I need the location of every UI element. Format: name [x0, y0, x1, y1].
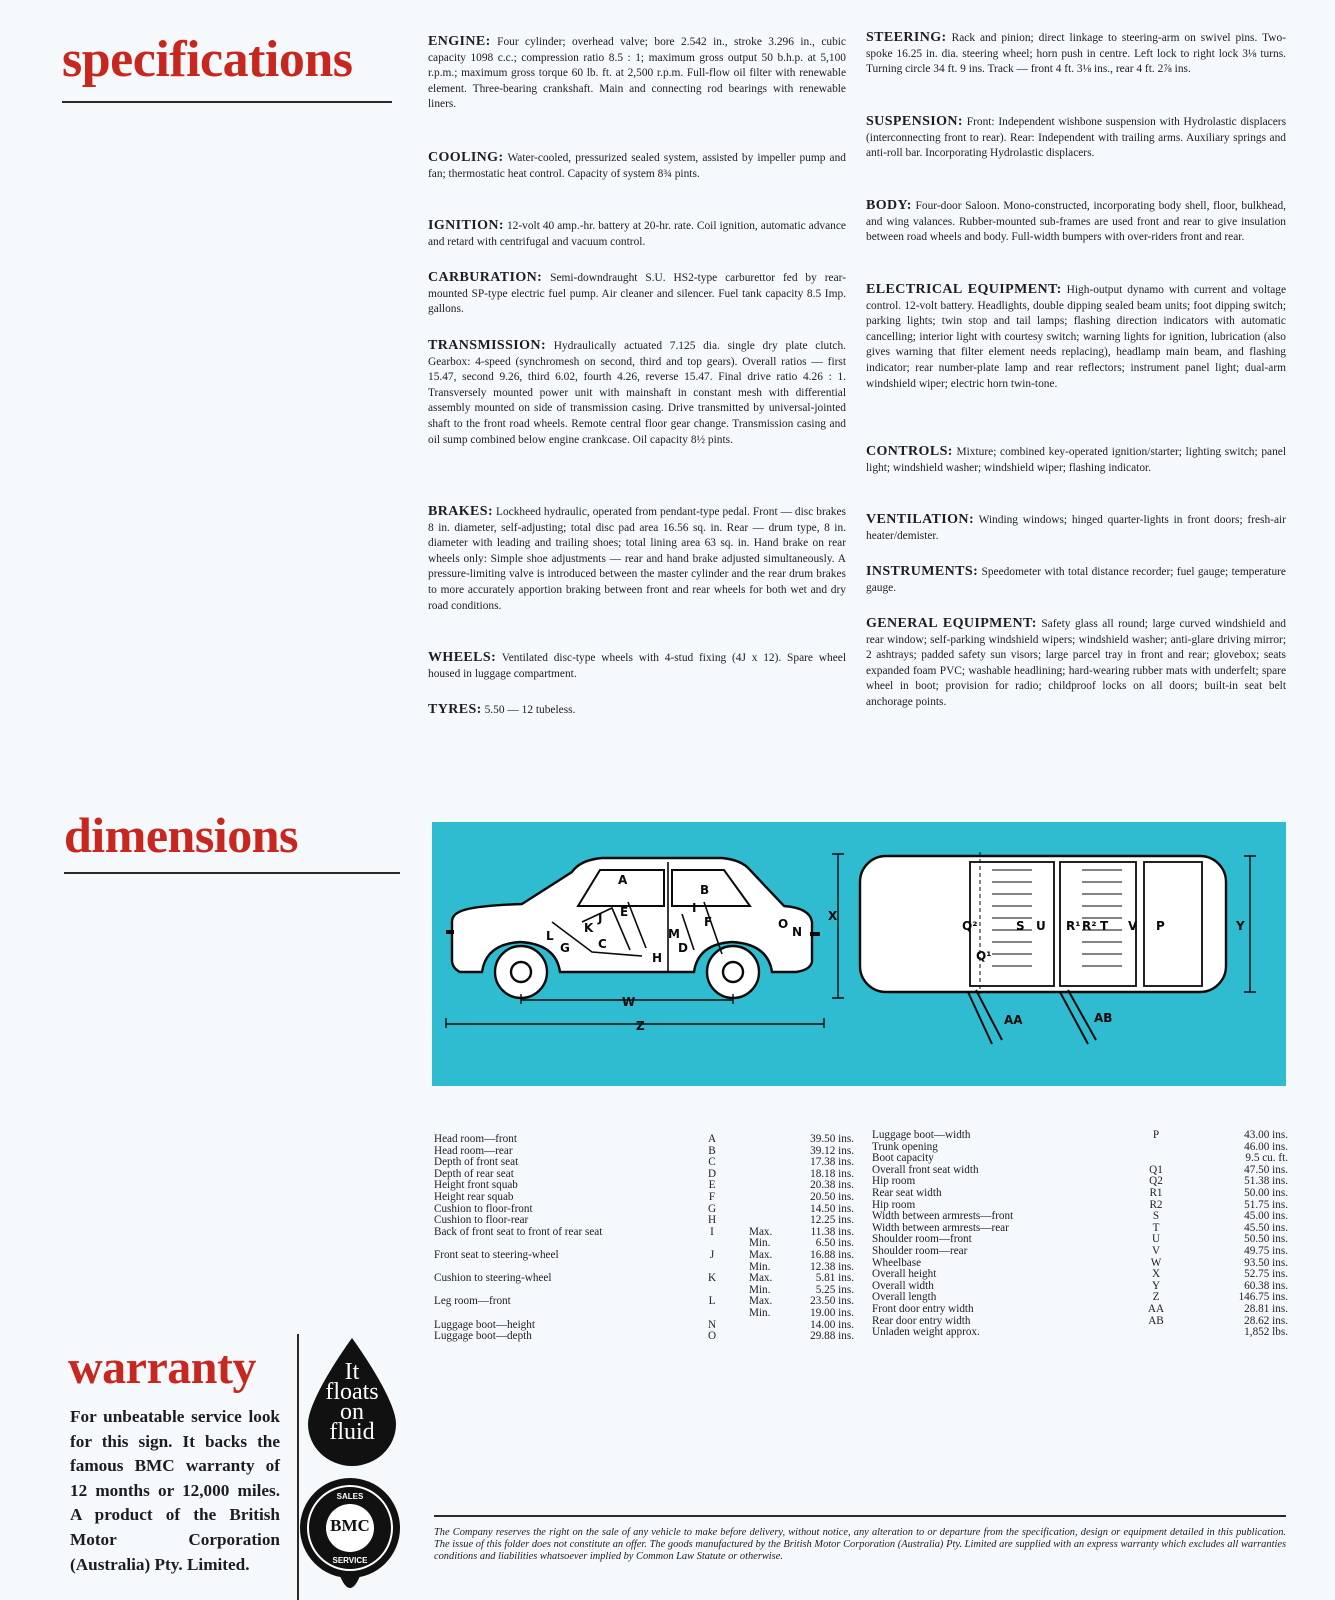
- dimension-name: Depth of rear seat: [434, 1167, 514, 1180]
- spec-text: 5.50 — 12 tubeless.: [484, 704, 576, 716]
- dimension-name: Overall height: [872, 1268, 937, 1281]
- diagram-label-p: P: [1156, 919, 1165, 933]
- diagram-label-w: W: [622, 995, 636, 1009]
- diagram-label-t: T: [1100, 919, 1109, 933]
- specifications-rule: [62, 101, 392, 103]
- spec-tyres: [428, 702, 846, 719]
- dimension-value: 50.00 ins.: [1244, 1187, 1288, 1199]
- dimension-name: Luggage boot—depth: [434, 1330, 532, 1343]
- diagram-label-j: J: [598, 911, 603, 925]
- spec-text: Ventilated disc-type wheels with 4-stud fixing (4J x 12). Spare wheel housed in luggage compartment.: [428, 652, 846, 680]
- spec-text: Mixture; combined key-operated ignition/starter; lighting switch; panel light; windshield washer; windshield wiper; flashing indicator.: [866, 446, 1286, 474]
- dimension-value: 45.50 ins.: [1244, 1221, 1288, 1234]
- dimension-value: 51.38 ins.: [1244, 1175, 1288, 1188]
- spec-label: WHEELS:: [428, 650, 497, 665]
- diagram-label-a: A: [618, 873, 628, 887]
- diagram-label-r1: R¹: [1066, 919, 1081, 933]
- spec-label: ENGINE:: [428, 34, 491, 49]
- dimension-row: [872, 1130, 1290, 1142]
- dimension-name: Cushion to floor-rear: [434, 1214, 529, 1227]
- dimension-code: V: [1151, 1245, 1161, 1257]
- dimension-value: 45.00 ins.: [1244, 1210, 1288, 1223]
- dimension-value: 14.50 ins.: [810, 1202, 854, 1215]
- dimension-code: J: [709, 1249, 715, 1261]
- spec-label: INSTRUMENTS:: [866, 564, 979, 579]
- dimension-name: Shoulder room—rear: [872, 1245, 968, 1257]
- spec-label: IGNITION:: [428, 218, 504, 233]
- dimension-value: 39.12 ins.: [810, 1144, 854, 1157]
- dimension-row: [872, 1304, 1290, 1316]
- dimension-code: L: [708, 1295, 716, 1308]
- dimension-code: U: [1151, 1233, 1161, 1246]
- dimension-code: P: [1152, 1129, 1160, 1141]
- dimension-value: 12.25 ins.: [810, 1214, 854, 1227]
- dimension-qualifier: Max.: [749, 1295, 773, 1308]
- dimension-name: Front door entry width: [872, 1303, 974, 1315]
- diagram-label-ab: AB: [1094, 1011, 1113, 1025]
- dimension-qualifier: Min.: [749, 1260, 771, 1273]
- dimension-value: 29.88 ins.: [810, 1330, 854, 1343]
- spec-carburation: [428, 270, 846, 318]
- dimensions-heading: dimensions: [64, 807, 298, 863]
- spec-label: VENTILATION:: [866, 512, 975, 527]
- dimension-code: S: [1152, 1210, 1160, 1223]
- dimension-name: Boot capacity: [872, 1152, 934, 1165]
- spec-ventilation: [866, 512, 1286, 544]
- diagram-label-q1: Q¹: [976, 949, 992, 963]
- dimension-name: Shoulder room—front: [872, 1233, 972, 1246]
- dimension-code: D: [707, 1167, 717, 1180]
- spec-engine: [428, 34, 846, 113]
- spec-transmission: [428, 338, 846, 448]
- dimension-value: 28.62 ins.: [1244, 1314, 1288, 1327]
- dimension-value: 50.50 ins.: [1244, 1233, 1288, 1246]
- dimension-value: 28.81 ins.: [1244, 1303, 1288, 1315]
- dimension-value: 146.75 ins.: [1238, 1291, 1288, 1304]
- dimension-qualifier: Min.: [749, 1283, 771, 1296]
- diagram-label-u: U: [1036, 919, 1046, 933]
- diagram-label-r2: R²: [1082, 919, 1097, 933]
- diagram-label-n: N: [792, 925, 803, 939]
- dimension-value: 60.38 ins.: [1244, 1279, 1288, 1292]
- spec-brakes: [428, 504, 846, 614]
- dimension-qualifier: Min.: [749, 1237, 771, 1250]
- diagram-label-b: B: [700, 883, 710, 897]
- dimension-name: Width between armrests—rear: [872, 1221, 1009, 1234]
- diagram-label-aa: AA: [1004, 1013, 1023, 1027]
- spec-text: High-output dynamo with current and voltage control. 12-volt battery. Headlights, double dipping sealed beam units; foot dipping switch; parking lights; twin stop and tail lamps; flashing direction indicators with automatic cancelling; interior light with courtesy switch; warning lights for ignition, lubrication (also gives warning that filter element needs replacing), headlamp main beam, and flashing indicator; rear number-plate lamp and rear reflectors; instrument panel light; dual-arm windshield wiper; electric horn twin-tone.: [866, 284, 1286, 390]
- dimension-code: R2: [1149, 1198, 1163, 1211]
- dimension-value: 1,852 lbs.: [1244, 1326, 1288, 1339]
- dimension-row: [434, 1308, 854, 1320]
- dimension-code: K: [707, 1272, 717, 1285]
- dimension-code: Q2: [1149, 1175, 1163, 1188]
- badge-bottom-text: SERVICE: [332, 1556, 368, 1565]
- diagram-label-i: I: [692, 901, 697, 915]
- spec-wheels: [428, 650, 846, 682]
- dimension-name: Cushion to steering-wheel: [434, 1272, 552, 1285]
- dimension-code: E: [708, 1179, 716, 1192]
- diagram-label-o: O: [778, 917, 789, 931]
- spec-cooling: [428, 150, 846, 182]
- dimension-row: [872, 1142, 1290, 1154]
- dimension-value: 17.38 ins.: [810, 1156, 854, 1169]
- diagram-label-q2: Q²: [962, 919, 978, 933]
- dimension-name: Luggage boot—width: [872, 1129, 971, 1141]
- warranty-heading: warranty: [68, 1341, 256, 1394]
- spec-label: ELECTRICAL EQUIPMENT:: [866, 282, 1062, 297]
- dimension-value: 39.50 ins.: [810, 1133, 854, 1145]
- dimension-row: [434, 1250, 854, 1262]
- spec-instruments: [866, 564, 1286, 596]
- diagram-label-f: F: [704, 915, 713, 929]
- dimension-name: Width between armrests—front: [872, 1210, 1014, 1223]
- dimension-name: Hip room: [872, 1198, 916, 1211]
- spec-general-equipment: [866, 616, 1286, 711]
- spec-ignition: [428, 218, 846, 250]
- spec-electrical: [866, 282, 1286, 392]
- dimension-qualifier: Min.: [749, 1307, 771, 1319]
- dimension-name: Head room—front: [434, 1133, 517, 1145]
- dimension-name: Depth of front seat: [434, 1156, 519, 1169]
- dimension-name: Rear seat width: [872, 1187, 942, 1199]
- spec-label: COOLING:: [428, 150, 504, 165]
- spec-text: Front: Independent wishbone suspension with Hydrolastic displacers (interconnecting front to rear). Rear: Independent with trailing arms. Auxiliary springs and anti-roll bar. Incorporating Hydrolastic displacers.: [866, 116, 1287, 160]
- diagram-label-k: K: [584, 921, 594, 935]
- dimension-name: Back of front seat to front of rear seat: [434, 1225, 603, 1238]
- legal-footnote: The Company reserves the right on the sale of any vehicle to make before delivery, without notice, any alteration to or departure from the specification, design or equipment detailed in this publication. The issue of this folder does not constitute an offer. The goods manufactured by the British Motor Corporation (Australia) Pty. Limited are supplied with an express warranty which excludes all warranties conditions and liabilities whatsoever implied by Common Law Statute or otherwise.: [434, 1515, 1286, 1563]
- car-diagram-svg: [432, 822, 1286, 1086]
- spec-label: CARBURATION:: [428, 270, 543, 285]
- dimension-value: 20.50 ins.: [810, 1191, 854, 1203]
- spec-text: Winding windows; hinged quarter-lights in front doors; fresh-air heater/demister.: [866, 514, 1286, 542]
- dimension-qualifier: Max.: [749, 1249, 773, 1261]
- dimension-value: 43.00 ins.: [1244, 1129, 1288, 1141]
- dimension-name: Head room—rear: [434, 1144, 513, 1157]
- diagram-label-e: E: [620, 905, 629, 919]
- dimension-code: AB: [1148, 1314, 1164, 1327]
- dimension-name: Height rear squab: [434, 1191, 514, 1203]
- dimension-diagram: [432, 822, 1286, 1086]
- dimension-row: [434, 1273, 854, 1285]
- dimension-code: X: [1151, 1268, 1161, 1281]
- diagram-label-g: G: [560, 941, 570, 955]
- dimension-code: I: [710, 1225, 714, 1238]
- diagram-label-z: Z: [636, 1019, 645, 1033]
- spec-text: Safety glass all round; large curved windshield and rear window; self-parking windshield wipers; windshield washer; anti-glare driving mirror; 2 ashtrays; padded safety sun visors; large parcel tray in front and rear; glovebox; seats expanded foam PVC; washable headlining; hard-wearing rubber mats with underfelt; spare wheel in boot; provision for radio; childproof locks on all doors; built-in seat belt anchorage points.: [866, 618, 1286, 708]
- diagram-label-y: Y: [1236, 919, 1245, 933]
- spec-text: Water-cooled, pressurized sealed system, assisted by impeller pump and fan; thermostatic heat control. Capacity of system 8¾ pints.: [428, 152, 846, 180]
- spec-text: Four-door Saloon. Mono-constructed, incorporating body shell, floor, bulkhead, and wing valances. Rubber-mounted sub-frames are used front and rear to give insulation between road wheels and body. Full-width bumpers with over-riders front and rear.: [866, 200, 1286, 244]
- dimension-qualifier: Max.: [749, 1272, 773, 1285]
- dimension-name: Luggage boot—height: [434, 1318, 535, 1331]
- diagram-label-c: C: [598, 937, 607, 951]
- specifications-heading: specifications: [62, 31, 353, 88]
- side-view: [446, 854, 844, 1028]
- dimension-code: T: [1152, 1221, 1160, 1234]
- dimension-value: 11.38 ins.: [810, 1225, 854, 1238]
- spec-text: Hydraulically actuated 7.125 dia. single dry plate clutch. Gearbox: 4-speed (synchromesh on second, third and top gears). Overall ratios — first 15.47, second 9.26, third 6.02, fourth 4.26, reverse 15.47. Final drive ratio 4.26 : 1. Transversely mounted power unit with mainshaft in constant mesh with differential assembly mounted on side of transmission casing. Drive transmitted by universal-jointed shaft to the front road wheels. Remote central floor gear change. Transmission casing and oil sump combined below engine crankcase. Oil capacity 8½ pints.: [428, 340, 846, 446]
- dimension-value: 51.75 ins.: [1244, 1198, 1288, 1211]
- diagram-label-x: X: [828, 909, 838, 923]
- dimension-name: Leg room—front: [434, 1295, 511, 1308]
- dimension-code: B: [708, 1144, 716, 1157]
- dimension-value: 16.88 ins.: [810, 1249, 854, 1261]
- spec-label: GENERAL EQUIPMENT:: [866, 616, 1037, 631]
- warranty-text: For unbeatable service look for this sign. It backs the famous BMC warranty of 12 months or 12,000 miles. A product of the British Motor Corporation (Australia) Pty. Limited.: [70, 1407, 280, 1574]
- diagram-label-l: L: [546, 929, 554, 943]
- spec-text: 12-volt 40 amp.-hr. battery at 20-hr. rate. Coil ignition, automatic advance and retard with centrifugal and vacuum control.: [428, 220, 846, 248]
- dimension-name: Overall length: [872, 1291, 937, 1304]
- spec-steering: [866, 30, 1286, 78]
- dimension-row: [434, 1331, 854, 1343]
- dimension-value: 52.75 ins.: [1244, 1268, 1288, 1281]
- spec-label: BRAKES:: [428, 504, 494, 519]
- dimension-code: Y: [1151, 1279, 1161, 1292]
- dimension-code: A: [707, 1133, 717, 1145]
- spec-text: Lockheed hydraulic, operated from pendant-type pedal. Front — disc brakes 8 in. diameter, self-adjusting; total disc pad area 16.56 sq. in. Rear — drum type, 8 in. diameter with leading and trailing shoes; total lining area 63 sq. in. Hand brake on rear wheels only: Simple shoe adjustments — rear and hand brake adjusted simultaneously. A pressure-limiting valve is introduced between the master cylinder and the rear drum brakes to more accurately apportion braking between front and rear wheels for both wet and dry road conditions.: [428, 506, 846, 612]
- drop-logo-text: It floats on fluid: [325, 1359, 379, 1445]
- badge-main-text: BMC: [330, 1516, 370, 1535]
- dimension-row: [872, 1188, 1290, 1200]
- spec-label: STEERING:: [866, 30, 947, 45]
- spec-label: TRANSMISSION:: [428, 338, 546, 353]
- dimension-name: Cushion to floor-front: [434, 1202, 533, 1215]
- badge-top-text: SALES: [336, 1492, 364, 1501]
- spec-label: TYRES:: [428, 702, 482, 717]
- dimension-row: [434, 1192, 854, 1204]
- dimension-row: [872, 1269, 1290, 1281]
- dimension-value: 14.00 ins.: [810, 1318, 854, 1331]
- dimension-row: [872, 1246, 1290, 1258]
- dimension-value: 5.25 ins.: [815, 1283, 854, 1296]
- dimension-name: Unladen weight approx.: [872, 1326, 980, 1339]
- diagram-label-m: M: [668, 927, 680, 941]
- floats-on-fluid-logo: [300, 1334, 404, 1468]
- dimension-code: AA: [1147, 1303, 1165, 1315]
- dimension-row: [434, 1134, 854, 1146]
- dimension-value: 6.50 ins.: [815, 1237, 854, 1250]
- spec-body: [866, 198, 1286, 246]
- dimension-code: R1: [1149, 1187, 1163, 1199]
- dimension-name: Front seat to steering-wheel: [434, 1249, 559, 1261]
- dimension-name: Wheelbase: [872, 1256, 922, 1269]
- dimension-row: [872, 1327, 1290, 1339]
- specs-right-column: [866, 30, 1286, 740]
- dimension-name: Height front squab: [434, 1179, 518, 1192]
- dimension-value: 5.81 ins.: [815, 1272, 854, 1285]
- dimension-qualifier: Max.: [749, 1225, 773, 1238]
- dimension-code: H: [707, 1214, 717, 1227]
- dimension-value: 46.00 ins.: [1244, 1140, 1288, 1153]
- diagram-label-s: S: [1016, 919, 1025, 933]
- dimension-value: 23.50 ins.: [810, 1295, 854, 1308]
- spec-label: CONTROLS:: [866, 444, 953, 459]
- bmc-sales-service-badge: [296, 1476, 404, 1600]
- diagram-label-h: H: [652, 951, 663, 965]
- specs-left-column: [428, 34, 846, 734]
- spec-label: BODY:: [866, 198, 912, 213]
- dimension-name: Trunk opening: [872, 1140, 938, 1153]
- dimensions-rule: [64, 872, 400, 874]
- dimension-value: 20.38 ins.: [810, 1179, 854, 1192]
- diagram-label-v: V: [1128, 919, 1138, 933]
- dimension-code: W: [1150, 1256, 1162, 1269]
- spec-text: Four cylinder; overhead valve; bore 2.542 in., stroke 3.296 in., cubic capacity 1098 c.c.; compression ratio 8.5 : 1; maximum gross output 50 b.h.p. at 5,100 r.p.m.; maximum gross torque 60 lb. ft. at 2,500 r.p.m. Full-flow oil filter with renewable element. Three-bearing crankshaft. Main and connecting rod bearings with renewable liners.: [428, 36, 846, 111]
- dimension-name: Hip room: [872, 1175, 916, 1188]
- dimension-code: C: [708, 1156, 716, 1169]
- dimension-value: 47.50 ins.: [1244, 1163, 1288, 1176]
- dimension-code: G: [707, 1202, 717, 1215]
- dimension-code: Z: [1152, 1291, 1160, 1304]
- dimension-code: Q1: [1149, 1163, 1163, 1176]
- dimension-name: Overall width: [872, 1279, 934, 1292]
- dimension-code: N: [707, 1318, 717, 1331]
- spec-controls: [866, 444, 1286, 476]
- dimensions-table-left: [434, 1134, 854, 1344]
- dimension-value: 9.5 cu. ft.: [1245, 1152, 1288, 1165]
- dimension-code: O: [707, 1330, 717, 1343]
- spec-suspension: [866, 114, 1286, 162]
- dimension-row: [434, 1296, 854, 1308]
- dimension-name: Overall front seat width: [872, 1163, 979, 1176]
- dimension-name: Rear door entry width: [872, 1314, 971, 1327]
- dimension-code: F: [708, 1191, 716, 1203]
- spec-text: Rack and pinion; direct linkage to steering-arm on swivel pins. Two-spoke 16.25 in. dia. steering wheel; horn push in centre. Left lock to right lock 3⅛ turns. Turning circle 34 ft. 9 ins. Track — front 4 ft. 3⅛ ins., rear 4 ft. 2⅞ ins.: [866, 32, 1286, 76]
- dimension-value: 18.18 ins.: [810, 1167, 854, 1180]
- dimension-value: 12.38 ins.: [810, 1260, 854, 1273]
- dimension-row: [872, 1165, 1290, 1177]
- dimension-value: 49.75 ins.: [1244, 1245, 1288, 1257]
- spec-text: Semi-downdraught S.U. HS2-type carburettor fed by rear-mounted SP-type electric fuel pump. Air cleaner and silencer. Fuel tank capacity 8.5 Imp. gallons.: [428, 272, 846, 316]
- top-view: [860, 852, 1256, 1044]
- spec-text: Speedometer with total distance recorder; fuel gauge; temperature gauge.: [866, 566, 1286, 594]
- dimension-value: 19.00 ins.: [810, 1307, 854, 1319]
- dimension-row: [434, 1227, 854, 1239]
- dimensions-table-right: [872, 1130, 1290, 1340]
- spec-label: SUSPENSION:: [866, 114, 963, 129]
- dimension-value: 93.50 ins.: [1244, 1256, 1288, 1269]
- diagram-label-d: D: [678, 941, 688, 955]
